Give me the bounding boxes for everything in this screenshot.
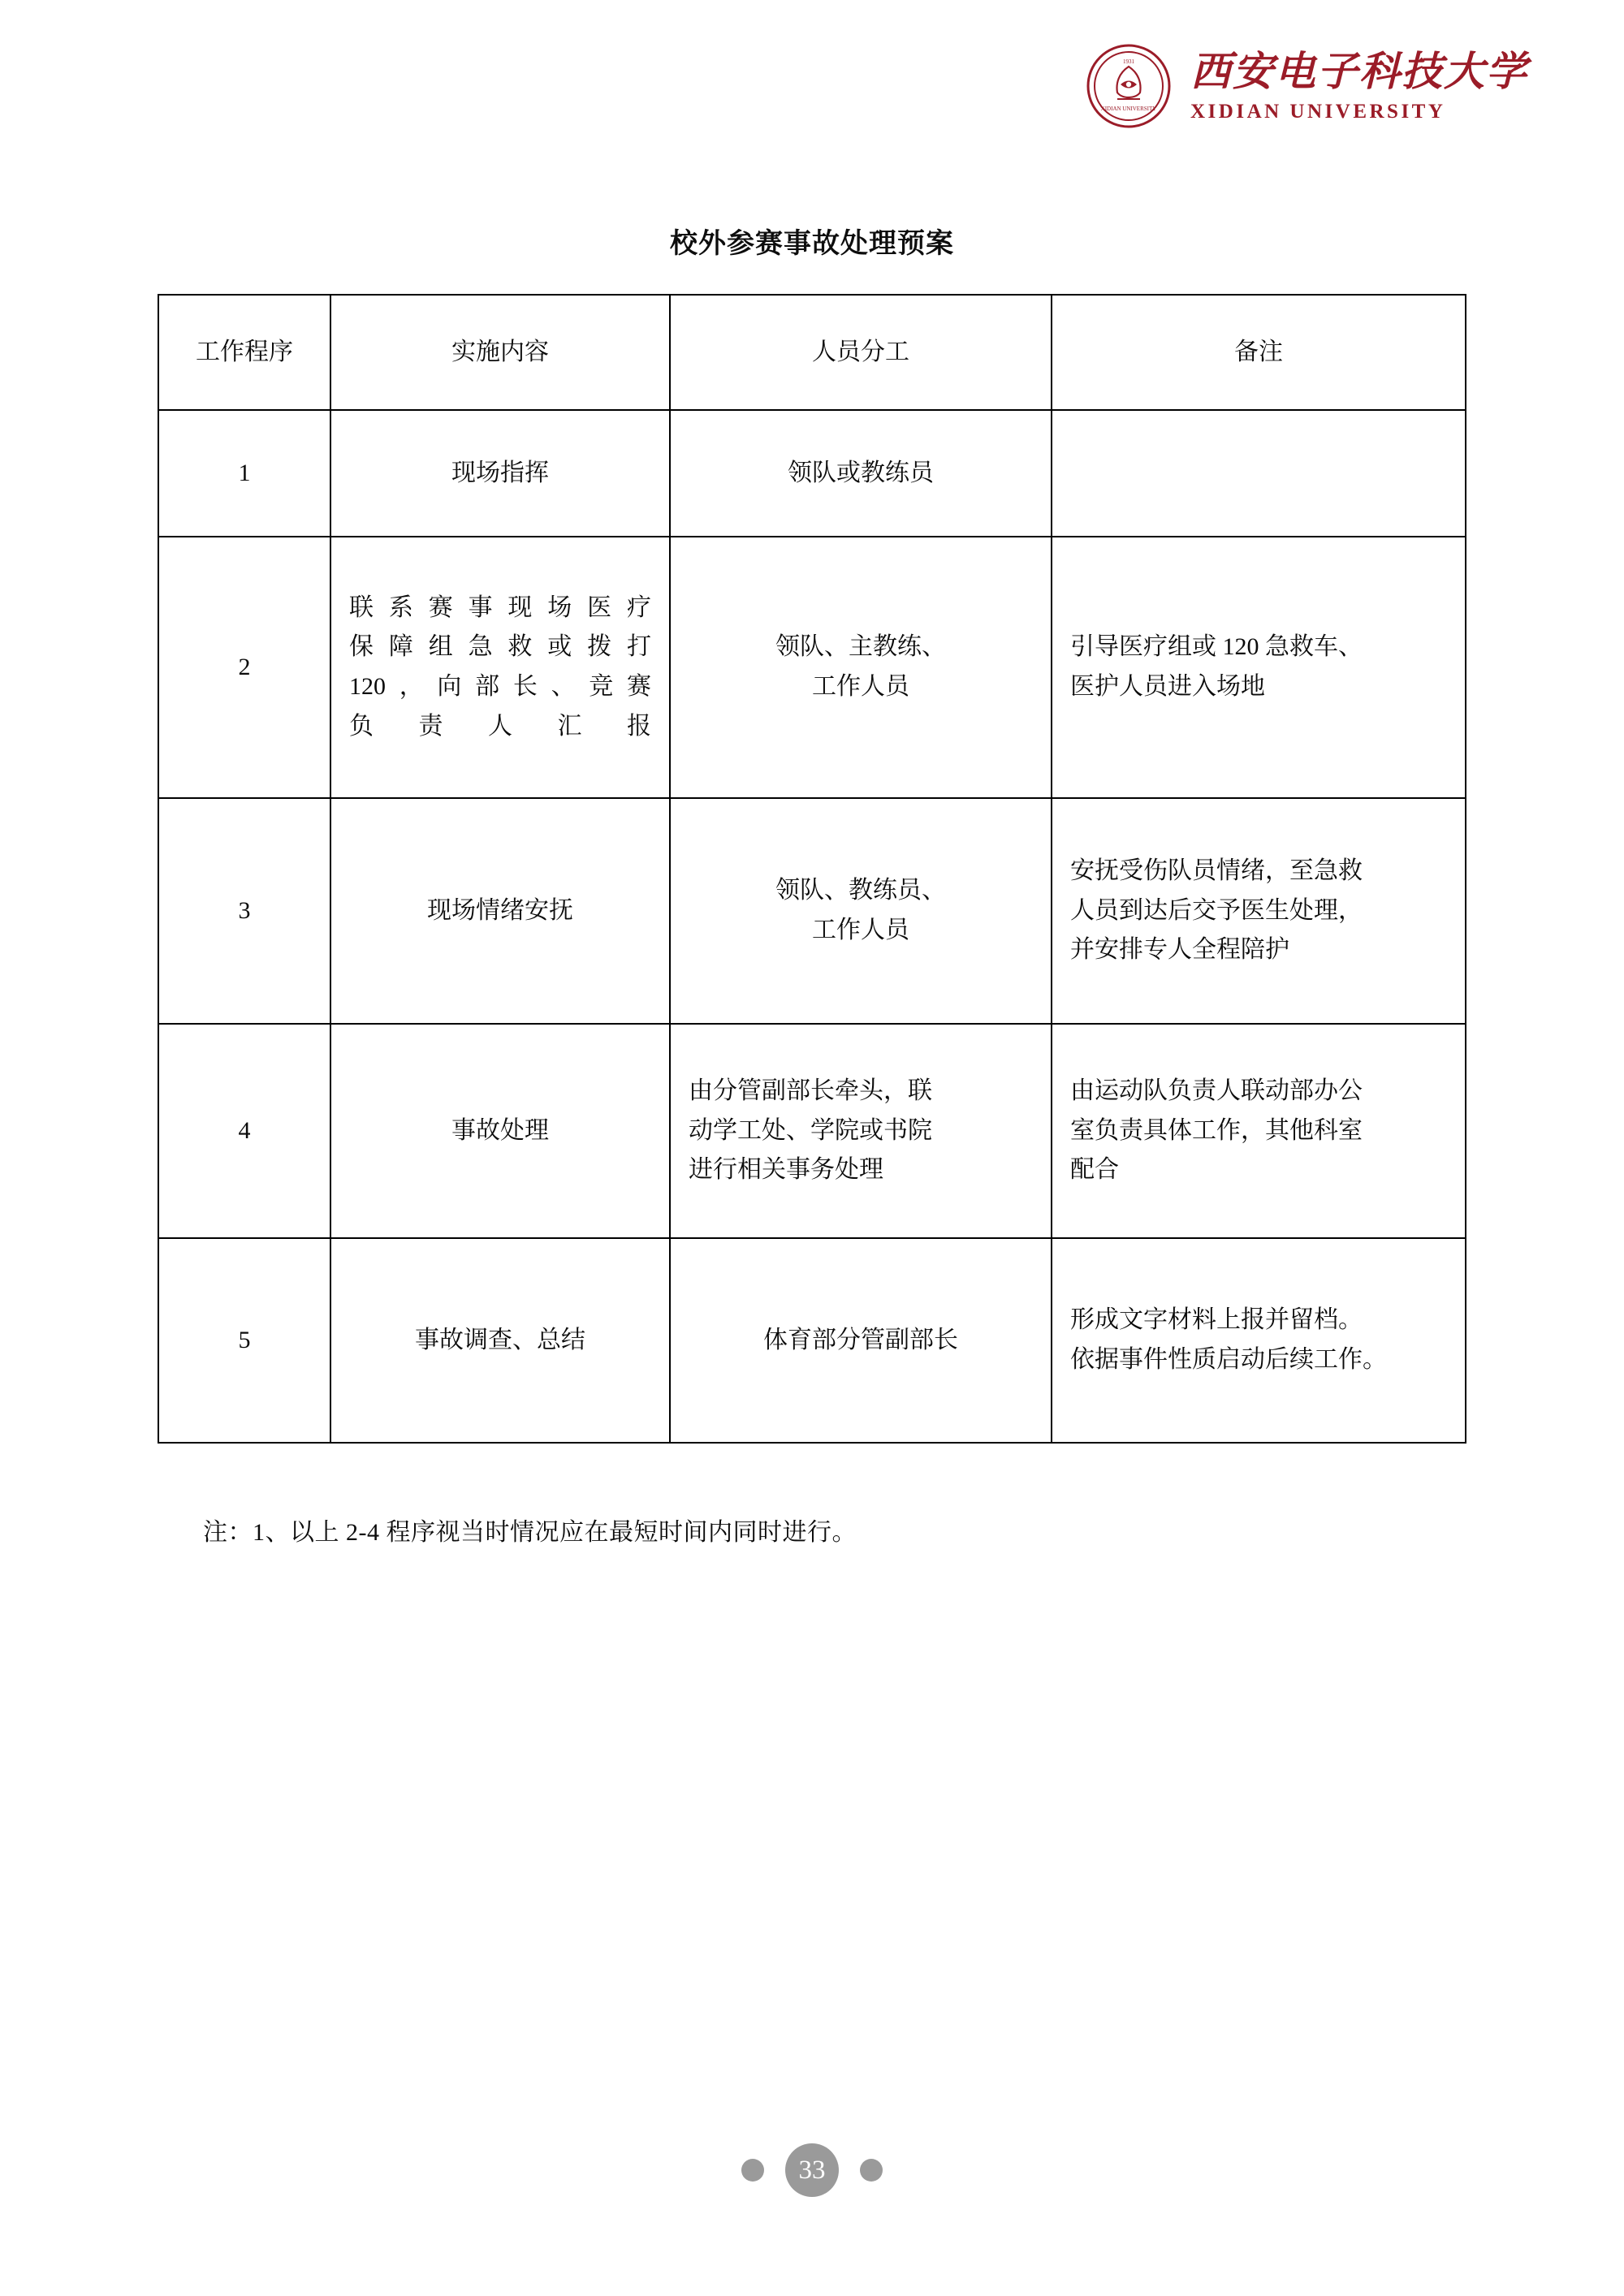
row-remark: 由运动队负责人联动部办公 室负责具体工作，其他科室 配合 — [1052, 1024, 1466, 1238]
table-row — [158, 1238, 1466, 1443]
page-title: 校外参赛事故处理预案 — [670, 227, 954, 260]
table-row — [158, 537, 1466, 798]
row-staff: 领队或教练员 — [670, 410, 1052, 537]
svg-text:1931: 1931 — [1123, 58, 1134, 65]
column-header-content: 实施内容 — [330, 295, 670, 410]
row-content: 现场情绪安抚 — [330, 798, 670, 1024]
university-name-en: XIDIAN UNIVERSITY — [1190, 100, 1446, 123]
row-content: 联系赛事现场医疗 保障组急救或拨打 120，向部长、竞赛 负责人汇报 — [330, 537, 670, 798]
xidian-crest-icon — [1085, 42, 1173, 130]
plan-table — [158, 294, 1466, 1444]
row-index: 5 — [158, 1238, 330, 1443]
university-wordmark — [1190, 48, 1528, 123]
footer-dot-right-icon — [860, 2159, 883, 2182]
page-footer — [0, 2143, 1624, 2197]
table-row — [158, 798, 1466, 1024]
row-staff: 体育部分管副部长 — [670, 1238, 1052, 1443]
row-staff: 由分管副部长牵头，联 动学工处、学院或书院 进行相关事务处理 — [670, 1024, 1052, 1238]
row-content: 事故调查、总结 — [330, 1238, 670, 1443]
column-header-procedure: 工作程序 — [158, 295, 330, 410]
plan-table-wrapper — [158, 294, 1465, 1444]
row-staff: 领队、主教练、 工作人员 — [670, 537, 1052, 798]
row-remark: 安抚受伤队员情绪，至急救 人员到达后交予医生处理， 并安排专人全程陪护 — [1052, 798, 1466, 1024]
row-remark: 引导医疗组或 120 急救车、 医护人员进入场地 — [1052, 537, 1466, 798]
table-row — [158, 1024, 1466, 1238]
row-remark: 形成文字材料上报并留档。 依据事件性质启动后续工作。 — [1052, 1238, 1466, 1443]
column-header-remark: 备注 — [1052, 295, 1466, 410]
row-staff: 领队、教练员、 工作人员 — [670, 798, 1052, 1024]
row-remark — [1052, 410, 1466, 537]
row-index: 4 — [158, 1024, 330, 1238]
document-header — [1085, 42, 1528, 130]
table-row — [158, 410, 1466, 537]
table-note: 注：1、以上 2-4 程序视当时情况应在最短时间内同时进行。 — [203, 1519, 857, 1546]
column-header-staff: 人员分工 — [670, 295, 1052, 410]
university-name-cn: 西安电子科技大学 — [1190, 48, 1528, 94]
svg-text:XIDIAN UNIVERSITY: XIDIAN UNIVERSITY — [1100, 106, 1157, 112]
row-content: 现场指挥 — [330, 410, 670, 537]
row-index: 2 — [158, 537, 330, 798]
row-index: 1 — [158, 410, 330, 537]
page-number: 33 — [785, 2143, 839, 2197]
row-content: 事故处理 — [330, 1024, 670, 1238]
row-index: 3 — [158, 798, 330, 1024]
footer-dot-left-icon — [741, 2159, 764, 2182]
table-header-row — [158, 295, 1466, 410]
